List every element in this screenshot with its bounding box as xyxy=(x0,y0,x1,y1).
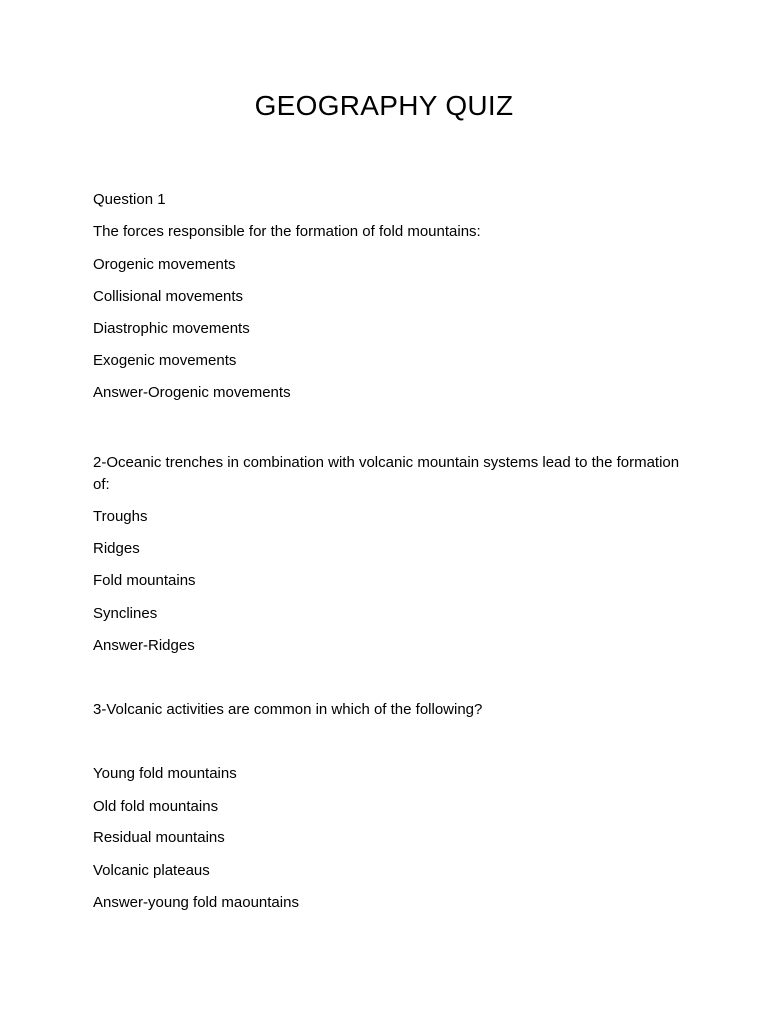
page-title: GEOGRAPHY QUIZ xyxy=(254,90,514,121)
question-1-option-1: Orogenic movements xyxy=(93,256,236,273)
question-1-heading: Question 1 xyxy=(93,191,166,208)
question-2-option-1: Troughs xyxy=(93,508,148,525)
question-3-option-3: Residual mountains xyxy=(93,829,225,846)
question-3-answer: Answer-young fold maountains xyxy=(93,894,299,911)
question-1-text: The forces responsible for the formation of fold mountains: xyxy=(93,223,481,240)
question-2-option-2: Ridges xyxy=(93,540,140,557)
question-1-option-3: Diastrophic movements xyxy=(93,320,250,337)
question-1-answer: Answer-Orogenic movements xyxy=(93,384,291,401)
question-2-answer: Answer-Ridges xyxy=(93,637,195,654)
question-3-option-2: Old fold mountains xyxy=(93,798,219,815)
question-3-text: 3-Volcanic activities are common in which of the following? xyxy=(93,701,483,718)
question-3-option-4: Volcanic plateaus xyxy=(93,862,210,879)
question-2-text: 2-Oceanic trenches in combination with volcanic mountain systems lead to the formation of: xyxy=(93,454,680,493)
question-1-option-4: Exogenic movements xyxy=(93,352,237,369)
question-1-option-2: Collisional movements xyxy=(93,288,244,305)
question-2-option-3: Fold mountains xyxy=(93,572,196,589)
question-2-option-4: Synclines xyxy=(93,605,158,622)
question-3-option-1: Young fold mountains xyxy=(93,765,237,782)
